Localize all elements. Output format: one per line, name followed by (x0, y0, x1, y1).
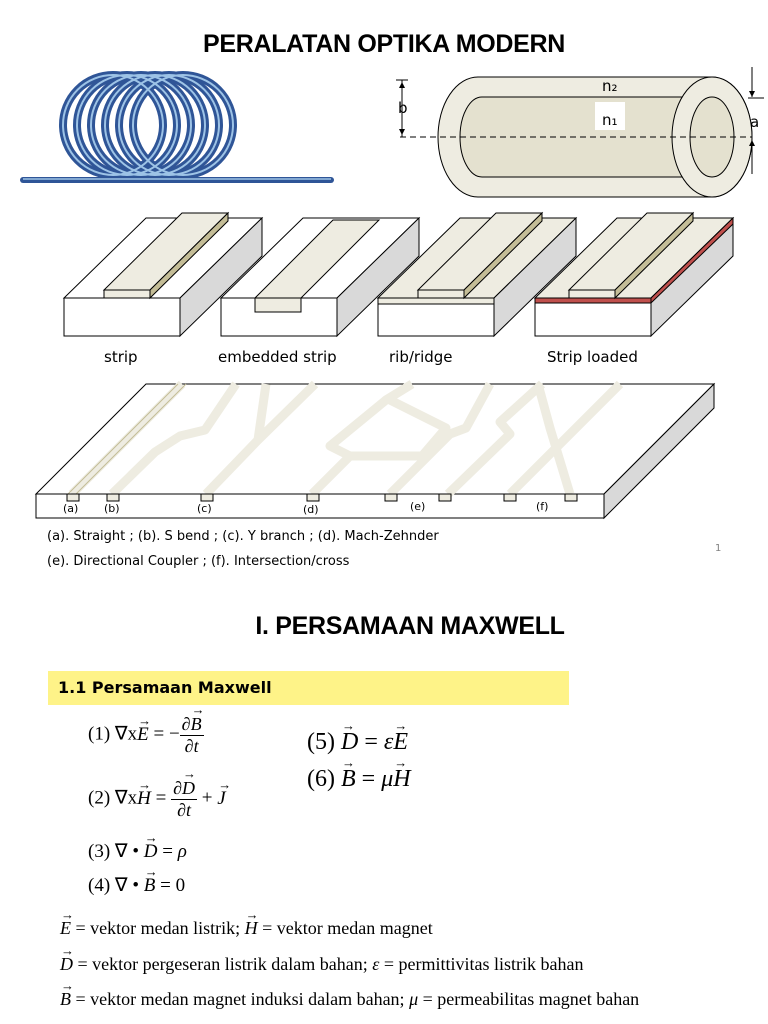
equation-3: (3) ∇ • → D = ρ (88, 840, 187, 863)
definition-line-1: → E = vektor medan listrik; → H = vektor medan magnet (60, 918, 433, 939)
label-d-device: (d) (303, 503, 319, 516)
section-title: I. PERSAMAAN MAXWELL (255, 612, 565, 640)
caption-line-2: (e). Directional Coupler ; (f). Intersection/cross (47, 554, 350, 569)
label-b: b (398, 99, 408, 117)
equation-1: (1) ∇x→ E = − $\frac{\partial\to B}{\partial t}$ (88, 714, 204, 756)
equation-2: (2) ∇x→ H = $\frac{\partial\to D}{\partial t}$ + → J (88, 778, 226, 820)
label-e-device: (e) (410, 500, 426, 513)
label-a-device: (a) (63, 502, 79, 515)
definition-line-2: → D = vektor pergeseran listrik dalam bahan; ε = permittivitas listrik bahan (60, 954, 583, 975)
subsection-title: 1.1 Persamaan Maxwell (58, 678, 272, 697)
equation-6: (6) → B = μ→ H (307, 766, 411, 793)
label-strip: strip (104, 348, 138, 366)
page-number: 1 (715, 543, 722, 554)
label-n2: n₂ (602, 77, 618, 95)
page-title: PERALATAN OPTIKA MODERN (202, 30, 566, 58)
label-n1: n₁ (602, 111, 618, 129)
equation-5: (5) → D = ε→ E (307, 729, 408, 756)
label-embedded-strip: embedded strip (218, 348, 337, 366)
waveguide-types-diagram (60, 208, 740, 343)
label-a: a (750, 113, 760, 131)
label-c-device: (c) (197, 502, 212, 515)
subsection-banner (48, 671, 569, 705)
planar-devices-diagram (30, 378, 730, 523)
equation-4: (4) ∇ • → B = 0 (88, 874, 185, 897)
label-f-device: (f) (536, 500, 549, 513)
coiled-fiber-illustration (15, 70, 345, 190)
label-strip-loaded: Strip loaded (547, 348, 638, 366)
definition-line-3: → B = vektor medan magnet induksi dalam bahan; μ = permeabilitas magnet bahan (60, 989, 639, 1010)
caption-line-1: (a). Straight ; (b). S bend ; (c). Y branch ; (d). Mach-Zehnder (47, 529, 439, 544)
fiber-cylinder-diagram (390, 62, 768, 212)
label-rib-ridge: rib/ridge (389, 348, 453, 366)
label-b-device: (b) (104, 502, 120, 515)
